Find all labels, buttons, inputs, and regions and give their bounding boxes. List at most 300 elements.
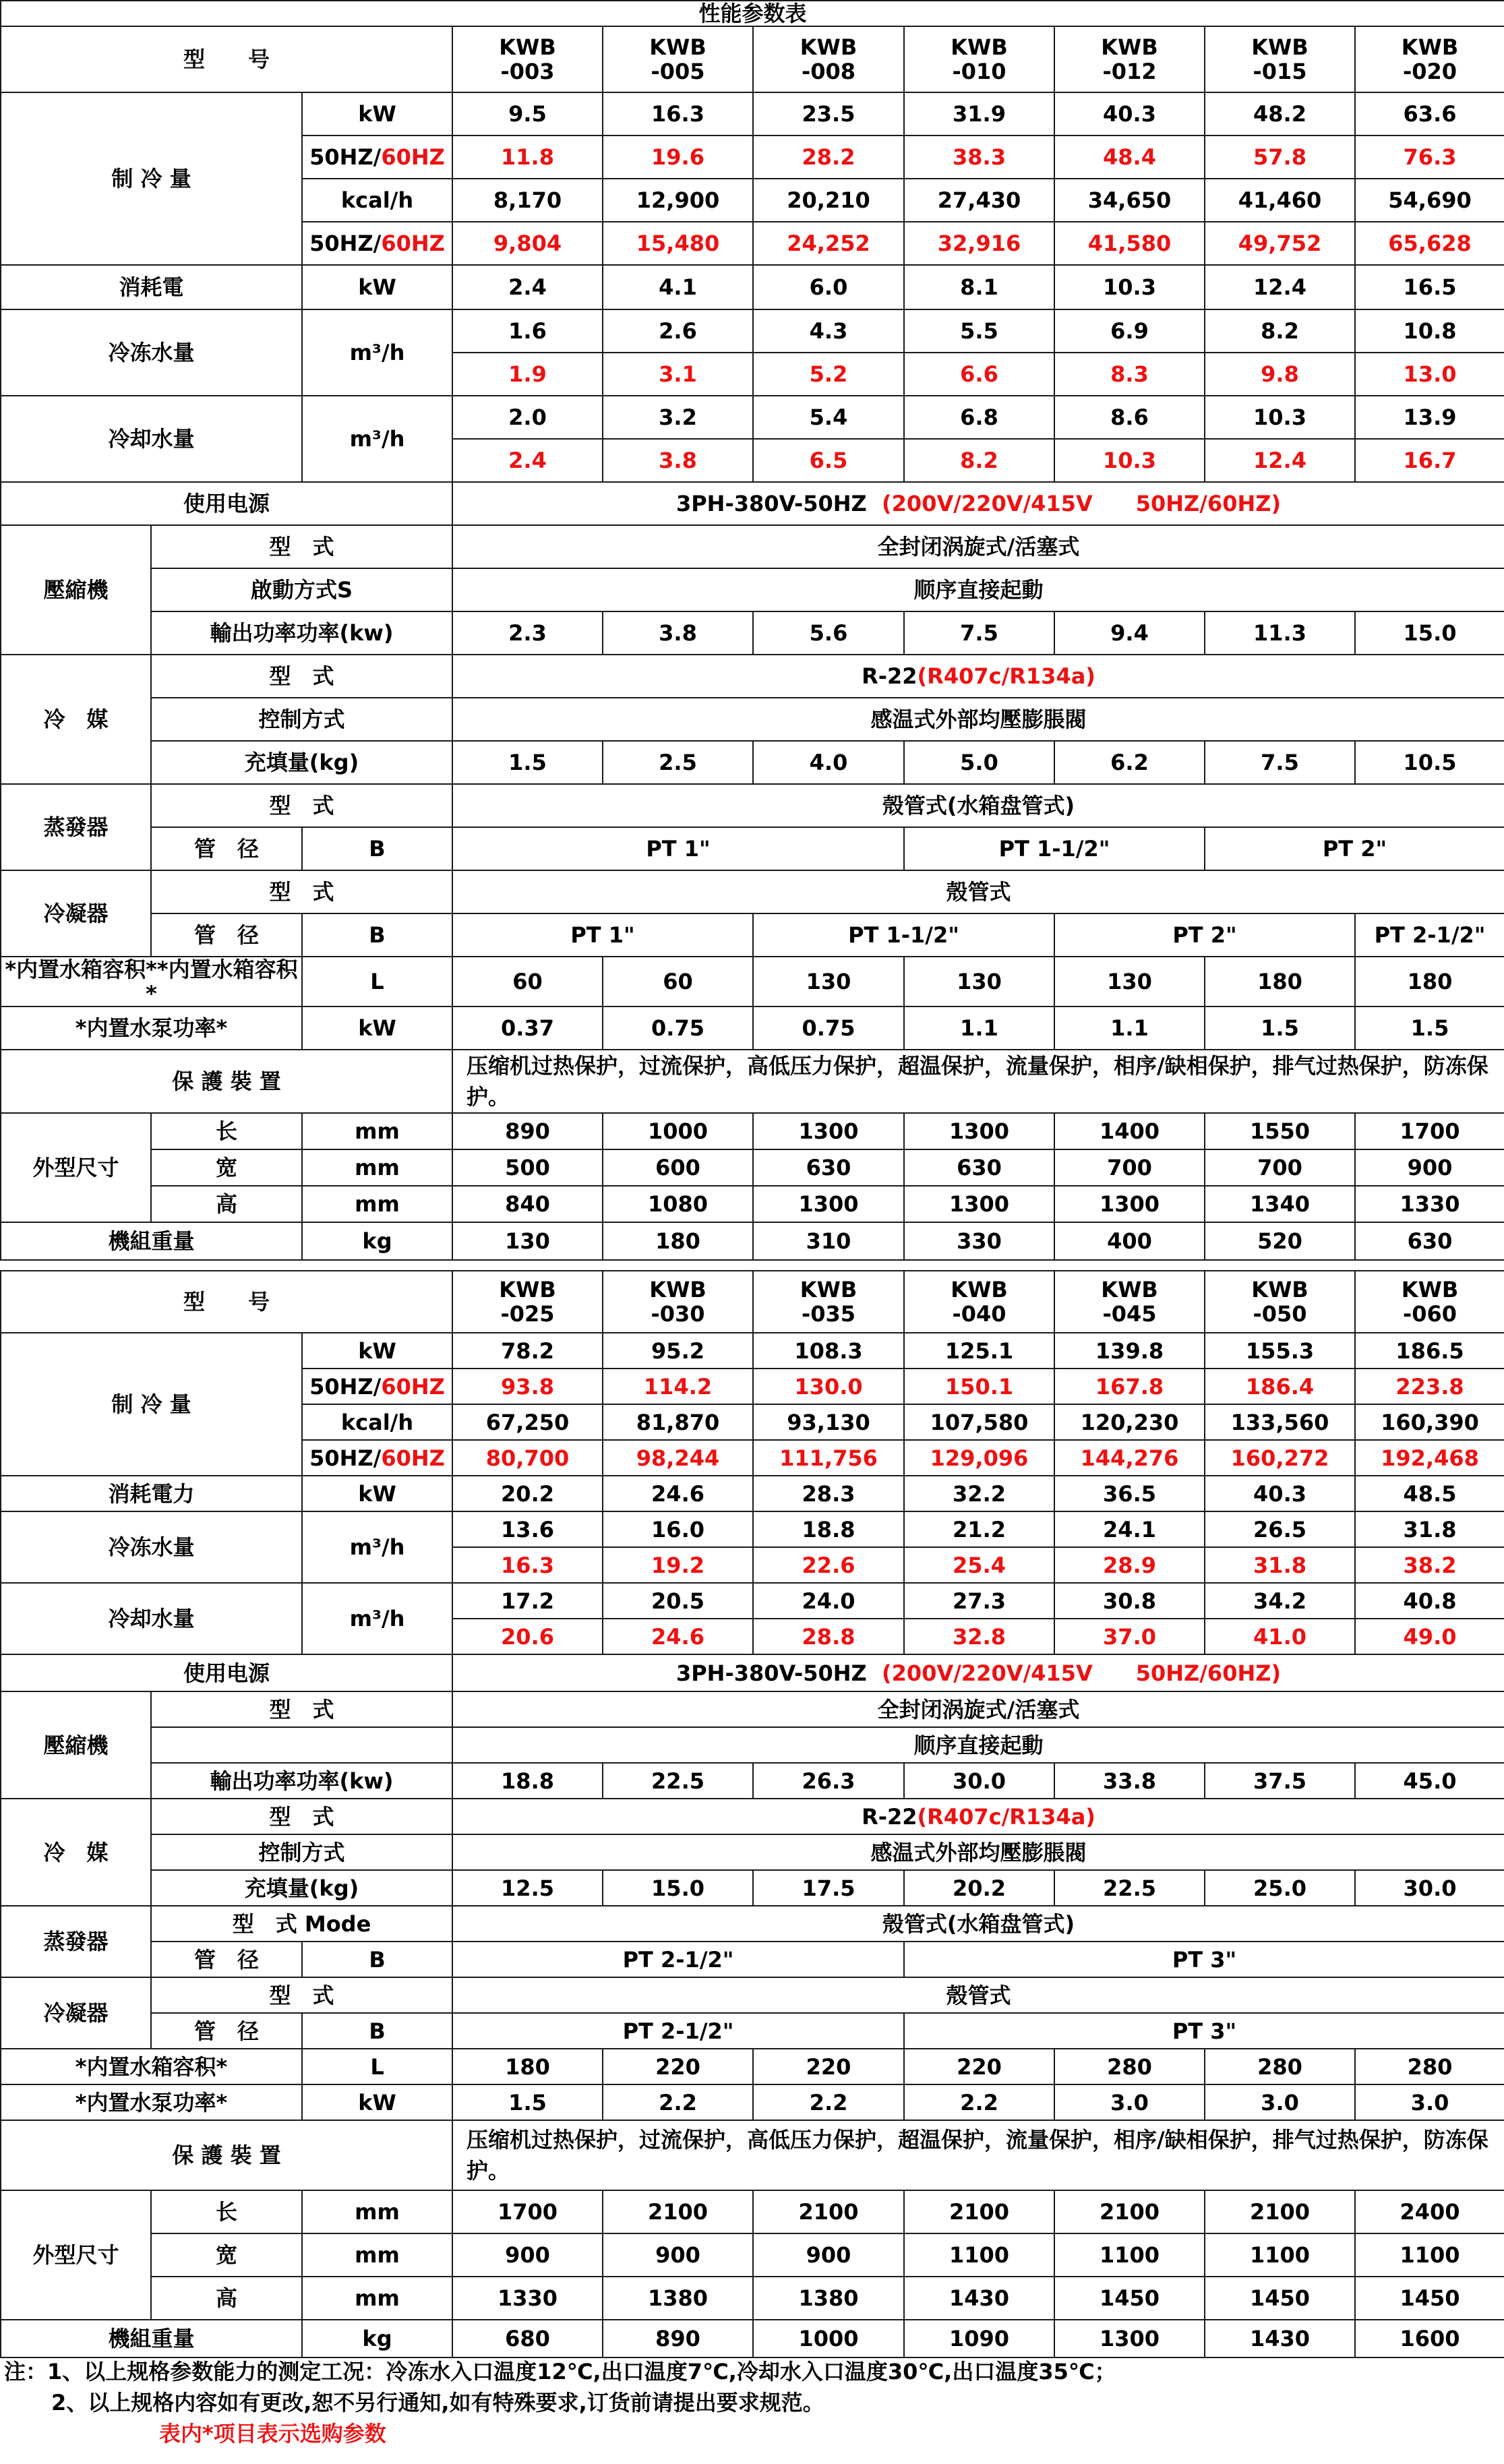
value-cell: 22.5 [1054,1870,1205,1906]
value-cell: 1100 [1205,2233,1355,2277]
value-cell: 48.2 [1205,92,1355,136]
sub-label: 控制方式 [151,698,452,741]
value-cell: 9.8 [1205,353,1355,396]
model-cell: KWB -060 [1355,1271,1504,1333]
value-cell: 48.4 [1054,136,1205,179]
value-cell: 49,752 [1205,222,1355,265]
value-cell: 22.6 [753,1547,904,1583]
note-1: 注：1、以上规格参数能力的测定工况：冷冻水入口温度12℃,出口温度7℃,冷却水入口温度30℃,出口温度35℃； [4,2359,1116,2384]
table-row [1,1763,1504,1799]
value-cell: 630 [753,1149,904,1186]
sub-label: 輸出功率功率(kw) [151,611,452,655]
sub-label: 輸出功率功率(kw) [151,1763,452,1799]
value-cell: 114.2 [603,1369,753,1404]
value-cell: 25.0 [1205,1870,1355,1906]
table-row [1,2049,1504,2084]
value-cell: 45.0 [1355,1763,1504,1799]
value-cell: 25.4 [904,1547,1054,1583]
table-row [1,525,1504,568]
value-cell: 5.6 [753,611,904,655]
value-cell: 37.0 [1054,1619,1205,1654]
value-cell: 57.8 [1205,136,1355,179]
span-value: 全封闭涡旋式/活塞式 [452,1691,1504,1727]
condenser-label: 冷凝器 [1,870,151,957]
value-cell: 180 [1205,957,1355,1006]
value-cell: 10.3 [1054,439,1205,482]
value-cell: 2100 [904,2190,1054,2233]
value-cell: 2100 [753,2190,904,2233]
value-cell: 11.8 [452,136,603,179]
value-cell: 1100 [904,2233,1054,2277]
value-cell: 16.3 [452,1547,603,1583]
value-cell: 36.5 [1054,1476,1205,1511]
value-cell: 8.3 [1054,353,1205,396]
value-cell: 98,244 [603,1440,753,1476]
value-cell: 1300 [1054,2320,1205,2357]
value-cell: 8.1 [904,265,1054,309]
power-supply-label: 使用电源 [1,1654,452,1691]
span-value: 殼管式(水箱盘管式) [452,1906,1504,1942]
value-cell: 130 [452,1222,603,1260]
model-header: 型 号 [1,1271,452,1333]
value-cell: 26.5 [1205,1511,1355,1547]
table-row [1,741,1504,784]
value-cell: 3.2 [603,396,753,439]
table-row [1,1799,1504,1834]
table-row [1,957,1504,1006]
value-cell: 186.5 [1355,1333,1504,1369]
value-cell: 1450 [1355,2277,1504,2320]
value-cell: 3.1 [603,353,753,396]
sub-label: 宽 [151,1149,302,1186]
value-cell: 12.4 [1205,265,1355,309]
unit-cell: B [302,827,452,870]
value-cell: 38.2 [1355,1547,1504,1583]
table-row [1,2190,1504,2233]
chilled-water-label: 冷冻水量 [1,1511,302,1583]
value-cell: 15,480 [603,222,753,265]
value-cell: 30.8 [1054,1583,1205,1619]
table-row [1,1271,1504,1333]
value-cell: 17.2 [452,1583,603,1619]
model-cell: KWB -035 [753,1271,904,1333]
table-row [1,1727,1504,1763]
value-cell: 4.1 [603,265,753,309]
value-cell: 890 [603,2320,753,2357]
model-cell: KWB -020 [1355,26,1504,92]
value-cell: 19.2 [603,1547,753,1583]
value-cell: 40.3 [1205,1476,1355,1511]
value-cell: 13.0 [1355,353,1504,396]
value-cell: 1450 [1205,2277,1355,2320]
unit-cell: kg [302,1222,452,1260]
span-value: 殼管式 [452,1977,1504,2013]
value-cell: 630 [904,1149,1054,1186]
unit-cell: mm [302,2277,452,2320]
value-cell: 1400 [1054,1113,1205,1149]
value-cell: 0.75 [603,1006,753,1050]
pipe-value: PT 1-1/2" [904,827,1205,870]
sub-label: 型 式 [151,655,452,698]
table-row [1,1870,1504,1906]
table-row [1,26,1504,92]
model-cell: KWB -012 [1054,26,1205,92]
value-cell: 133,560 [1205,1404,1355,1440]
unit-cell: m³/h [302,396,452,482]
value-cell: 30.0 [904,1763,1054,1799]
value-cell: 186.4 [1205,1369,1355,1404]
value-cell: 1.1 [1054,1006,1205,1050]
dimensions-label: 外型尺寸 [1,1113,151,1222]
value-cell: 0.37 [452,1006,603,1050]
power-supply-value: 3PH-380V-50HZ (200V/220V/415V 50HZ/60HZ) [452,482,1504,525]
value-cell: 20.6 [452,1619,603,1654]
power-supply-value: 3PH-380V-50HZ (200V/220V/415V 50HZ/60HZ) [452,1654,1504,1691]
sub-label: 型 式 [151,1977,452,2013]
value-cell: 38.3 [904,136,1054,179]
value-cell: 60 [603,957,753,1006]
model-cell: KWB -008 [753,26,904,92]
value-cell: 32.8 [904,1619,1054,1654]
value-cell: 223.8 [1355,1369,1504,1404]
span-value: R-22(R407c/R134a) [452,655,1504,698]
value-cell: 4.3 [753,309,904,353]
model-cell: KWB -010 [904,26,1054,92]
span-value: R-22(R407c/R134a) [452,1799,1504,1834]
value-cell: 125.1 [904,1333,1054,1369]
power-label: 消耗電 [1,265,302,309]
value-cell: 3.0 [1355,2084,1504,2120]
sub-label: 型 式 [151,525,452,568]
tank-label: *内置水箱容积**内置水箱容积 * [1,957,302,1006]
tank-label: *内置水箱容积* [1,2049,302,2084]
value-cell: 900 [1355,1149,1504,1186]
value-cell: 27,430 [904,179,1054,222]
table-row [1,1186,1504,1222]
unit-cell: mm [302,2190,452,2233]
sub-label: 型 式 [151,1691,452,1727]
value-cell: 600 [603,1149,753,1186]
value-cell: 1600 [1355,2320,1504,2357]
sub-label: 啟動方式S [151,568,452,611]
value-cell: 130 [753,957,904,1006]
value-cell: 2.2 [753,2084,904,2120]
value-cell: 180 [452,2049,603,2084]
unit-cell: kW [302,1333,452,1369]
value-cell: 130 [904,957,1054,1006]
value-cell: 16.3 [603,92,753,136]
power-supply-label: 使用电源 [1,482,452,525]
value-cell: 95.2 [603,1333,753,1369]
table-row [1,2013,1504,2049]
value-cell: 1330 [1355,1186,1504,1222]
table-row [1,611,1504,655]
value-cell: 31.8 [1205,1547,1355,1583]
sub-label: 型 式 [151,784,452,827]
model-cell: KWB -030 [603,1271,753,1333]
unit-cell: kcal/h [302,1404,452,1440]
value-cell: 27.3 [904,1583,1054,1619]
value-cell: 900 [603,2233,753,2277]
table-row [1,1583,1504,1619]
value-cell: 3.8 [603,439,753,482]
table-row [1,2120,1504,2190]
value-cell: 54,690 [1355,179,1504,222]
evaporator-label: 蒸發器 [1,784,151,870]
value-cell: 192,468 [1355,1440,1504,1476]
protection-label: 保 護 裝 置 [1,2120,452,2190]
table-row [1,309,1504,353]
table-row [1,1006,1504,1050]
compressor-label: 壓縮機 [1,525,151,655]
value-cell: 18.8 [452,1763,603,1799]
value-cell: 280 [1205,2049,1355,2084]
value-cell: 28.2 [753,136,904,179]
unit-cell: kW [302,92,452,136]
model-header: 型 号 [1,26,452,92]
span-value: 顺序直接起動 [452,568,1504,611]
value-cell: 500 [452,1149,603,1186]
table-row [1,913,1504,957]
value-cell: 1430 [1205,2320,1355,2357]
table-row [1,1050,1504,1113]
unit-cell: 50HZ/60HZ [302,136,452,179]
table-row [1,698,1504,741]
value-cell: 6.8 [904,396,1054,439]
value-cell: 10.3 [1205,396,1355,439]
value-cell: 16.7 [1355,439,1504,482]
value-cell: 26.3 [753,1763,904,1799]
value-cell: 1.9 [452,353,603,396]
value-cell: 6.9 [1054,309,1205,353]
sub-label: 型 式 Mode [151,1906,452,1942]
value-cell: 330 [904,1222,1054,1260]
table-row [1,2320,1504,2357]
value-cell: 16.5 [1355,265,1504,309]
value-cell: 1.5 [452,741,603,784]
value-cell: 2.2 [904,2084,1054,2120]
table-row [1,1222,1504,1260]
value-cell: 1300 [904,1113,1054,1149]
value-cell: 4.0 [753,741,904,784]
value-cell: 32,916 [904,222,1054,265]
protection-label: 保 護 裝 置 [1,1050,452,1113]
table-row [1,2084,1504,2120]
unit-cell: m³/h [302,1511,452,1583]
table-row [1,827,1504,870]
value-cell: 65,628 [1355,222,1504,265]
value-cell: 1300 [904,1186,1054,1222]
unit-cell: kW [302,1476,452,1511]
value-cell: 15.0 [1355,611,1504,655]
pipe-value: PT 2-1/2" [1355,913,1504,957]
table-row [1,1942,1504,1977]
value-cell: 155.3 [1205,1333,1355,1369]
value-cell: 1.1 [904,1006,1054,1050]
unit-cell: B [302,1942,452,1977]
value-cell: 1450 [1054,2277,1205,2320]
span-value: 感温式外部均壓膨脹閥 [452,1834,1504,1870]
value-cell: 2.2 [603,2084,753,2120]
value-cell: 160,390 [1355,1404,1504,1440]
chilled-water-label: 冷冻水量 [1,309,302,396]
table-row [1,1476,1504,1511]
table-row [1,482,1504,525]
cooling-label: 制 冷 量 [1,1333,302,1476]
value-cell: 30.0 [1355,1870,1504,1906]
value-cell: 1300 [753,1113,904,1149]
unit-cell: kW [302,1006,452,1050]
compressor-label: 壓縮機 [1,1691,151,1799]
pipe-value: PT 1" [452,827,904,870]
value-cell: 5.4 [753,396,904,439]
value-cell: 12.4 [1205,439,1355,482]
table-row [1,568,1504,611]
model-cell: KWB -040 [904,1271,1054,1333]
model-cell: KWB -045 [1054,1271,1205,1333]
value-cell: 129,096 [904,1440,1054,1476]
value-cell: 17.5 [753,1870,904,1906]
model-cell: KWB -025 [452,1271,603,1333]
value-cell: 21.2 [904,1511,1054,1547]
value-cell: 10.8 [1355,309,1504,353]
unit-cell: kW [302,2084,452,2120]
unit-cell: kcal/h [302,179,452,222]
value-cell: 49.0 [1355,1619,1504,1654]
sub-label: 充填量(kg) [151,741,452,784]
value-cell: 1.5 [1205,1006,1355,1050]
sub-label: 管 径 [151,1942,302,1977]
value-cell: 33.8 [1054,1763,1205,1799]
value-cell: 10.5 [1355,741,1504,784]
value-cell: 220 [753,2049,904,2084]
value-cell: 900 [452,2233,603,2277]
value-cell: 20.5 [603,1583,753,1619]
model-cell: KWB -003 [452,26,603,92]
cooling-water-label: 冷却水量 [1,396,302,482]
span-value: 全封闭涡旋式/活塞式 [452,525,1504,568]
value-cell: 5.5 [904,309,1054,353]
value-cell: 1340 [1205,1186,1355,1222]
value-cell: 12.5 [452,1870,603,1906]
value-cell: 7.5 [904,611,1054,655]
value-cell: 2.5 [603,741,753,784]
pipe-value: PT 1-1/2" [753,913,1054,957]
value-cell: 76.3 [1355,136,1504,179]
value-cell: 111,756 [753,1440,904,1476]
value-cell: 2100 [1054,2190,1205,2233]
value-cell: 6.5 [753,439,904,482]
pipe-value: PT 3" [904,2013,1504,2049]
unit-cell: B [302,2013,452,2049]
value-cell: 13.9 [1355,396,1504,439]
value-cell: 144,276 [1054,1440,1205,1476]
value-cell: 23.5 [753,92,904,136]
pipe-value: PT 2" [1205,827,1504,870]
value-cell: 900 [753,2233,904,2277]
value-cell: 0.75 [753,1006,904,1050]
sub-label: 长 [151,2190,302,2233]
table-row [1,655,1504,698]
value-cell: 1100 [1355,2233,1504,2277]
table-row [1,870,1504,913]
cooling-water-label: 冷却水量 [1,1583,302,1654]
value-cell: 20.2 [452,1476,603,1511]
table-row [1,784,1504,827]
model-cell: KWB -050 [1205,1271,1355,1333]
value-cell: 41,580 [1054,222,1205,265]
refrigerant-label: 冷 媒 [1,655,151,784]
value-cell: 2100 [1205,2190,1355,2233]
value-cell: 680 [452,2320,603,2357]
table-row [1,2233,1504,2277]
power-label: 消耗電力 [1,1476,302,1511]
table-row [1,1654,1504,1691]
table-row [1,1149,1504,1186]
note-optional: 表内*项目表示选购参数 [159,2421,386,2446]
pipe-value: PT 2-1/2" [452,1942,904,1977]
table-row [1,1906,1504,1942]
value-cell: 24.1 [1054,1511,1205,1547]
value-cell: 2400 [1355,2190,1504,2233]
note-2: 2、以上规格内容如有更改,恕不另行通知,如有特殊要求,订货前请提出要求规范。 [51,2390,824,2415]
value-cell: 93,130 [753,1404,904,1440]
value-cell: 9.5 [452,92,603,136]
value-cell: 41,460 [1205,179,1355,222]
value-cell: 12,900 [603,179,753,222]
value-cell: 16.0 [603,1511,753,1547]
value-cell: 20,210 [753,179,904,222]
value-cell: 2.4 [452,265,603,309]
value-cell: 6.2 [1054,741,1205,784]
unit-cell: mm [302,1113,452,1149]
value-cell: 180 [1355,957,1504,1006]
table-row [1,1977,1504,2013]
value-cell: 6.0 [753,265,904,309]
table-row [1,1333,1504,1369]
value-cell: 13.6 [452,1511,603,1547]
value-cell: 630 [1355,1222,1504,1260]
protection-value: 压缩机过热保护，过流保护，高低压力保护，超温保护，流量保护，相序/缺相保护，排气过热保护，防冻保护。 [452,2120,1504,2190]
value-cell: 8.6 [1054,396,1205,439]
value-cell: 107,580 [904,1404,1054,1440]
value-cell: 2.4 [452,439,603,482]
sub-label: 管 径 [151,913,302,957]
evaporator-label: 蒸發器 [1,1906,151,1977]
protection-value: 压缩机过热保护，过流保护，高低压力保护，超温保护，流量保护，相序/缺相保护，排气过热保护，防冻保护。 [452,1050,1504,1113]
spec-table-2 [0,1270,1504,2358]
sub-label: 充填量(kg) [151,1870,452,1906]
table-row [1,1113,1504,1149]
value-cell: 167.8 [1054,1369,1205,1404]
value-cell: 11.3 [1205,611,1355,655]
value-cell: 120,230 [1054,1404,1205,1440]
value-cell: 840 [452,1186,603,1222]
table-row [1,265,1504,309]
value-cell: 63.6 [1355,92,1504,136]
value-cell: 700 [1205,1149,1355,1186]
value-cell: 1550 [1205,1113,1355,1149]
value-cell: 1000 [603,1113,753,1149]
dimensions-label: 外型尺寸 [1,2190,151,2320]
value-cell: 108.3 [753,1333,904,1369]
unit-cell: kW [302,265,452,309]
value-cell: 28.8 [753,1619,904,1654]
pipe-value: PT 2" [1054,913,1355,957]
pump-label: *内置水泵功率* [1,2084,302,2120]
value-cell: 78.2 [452,1333,603,1369]
value-cell: 40.3 [1054,92,1205,136]
